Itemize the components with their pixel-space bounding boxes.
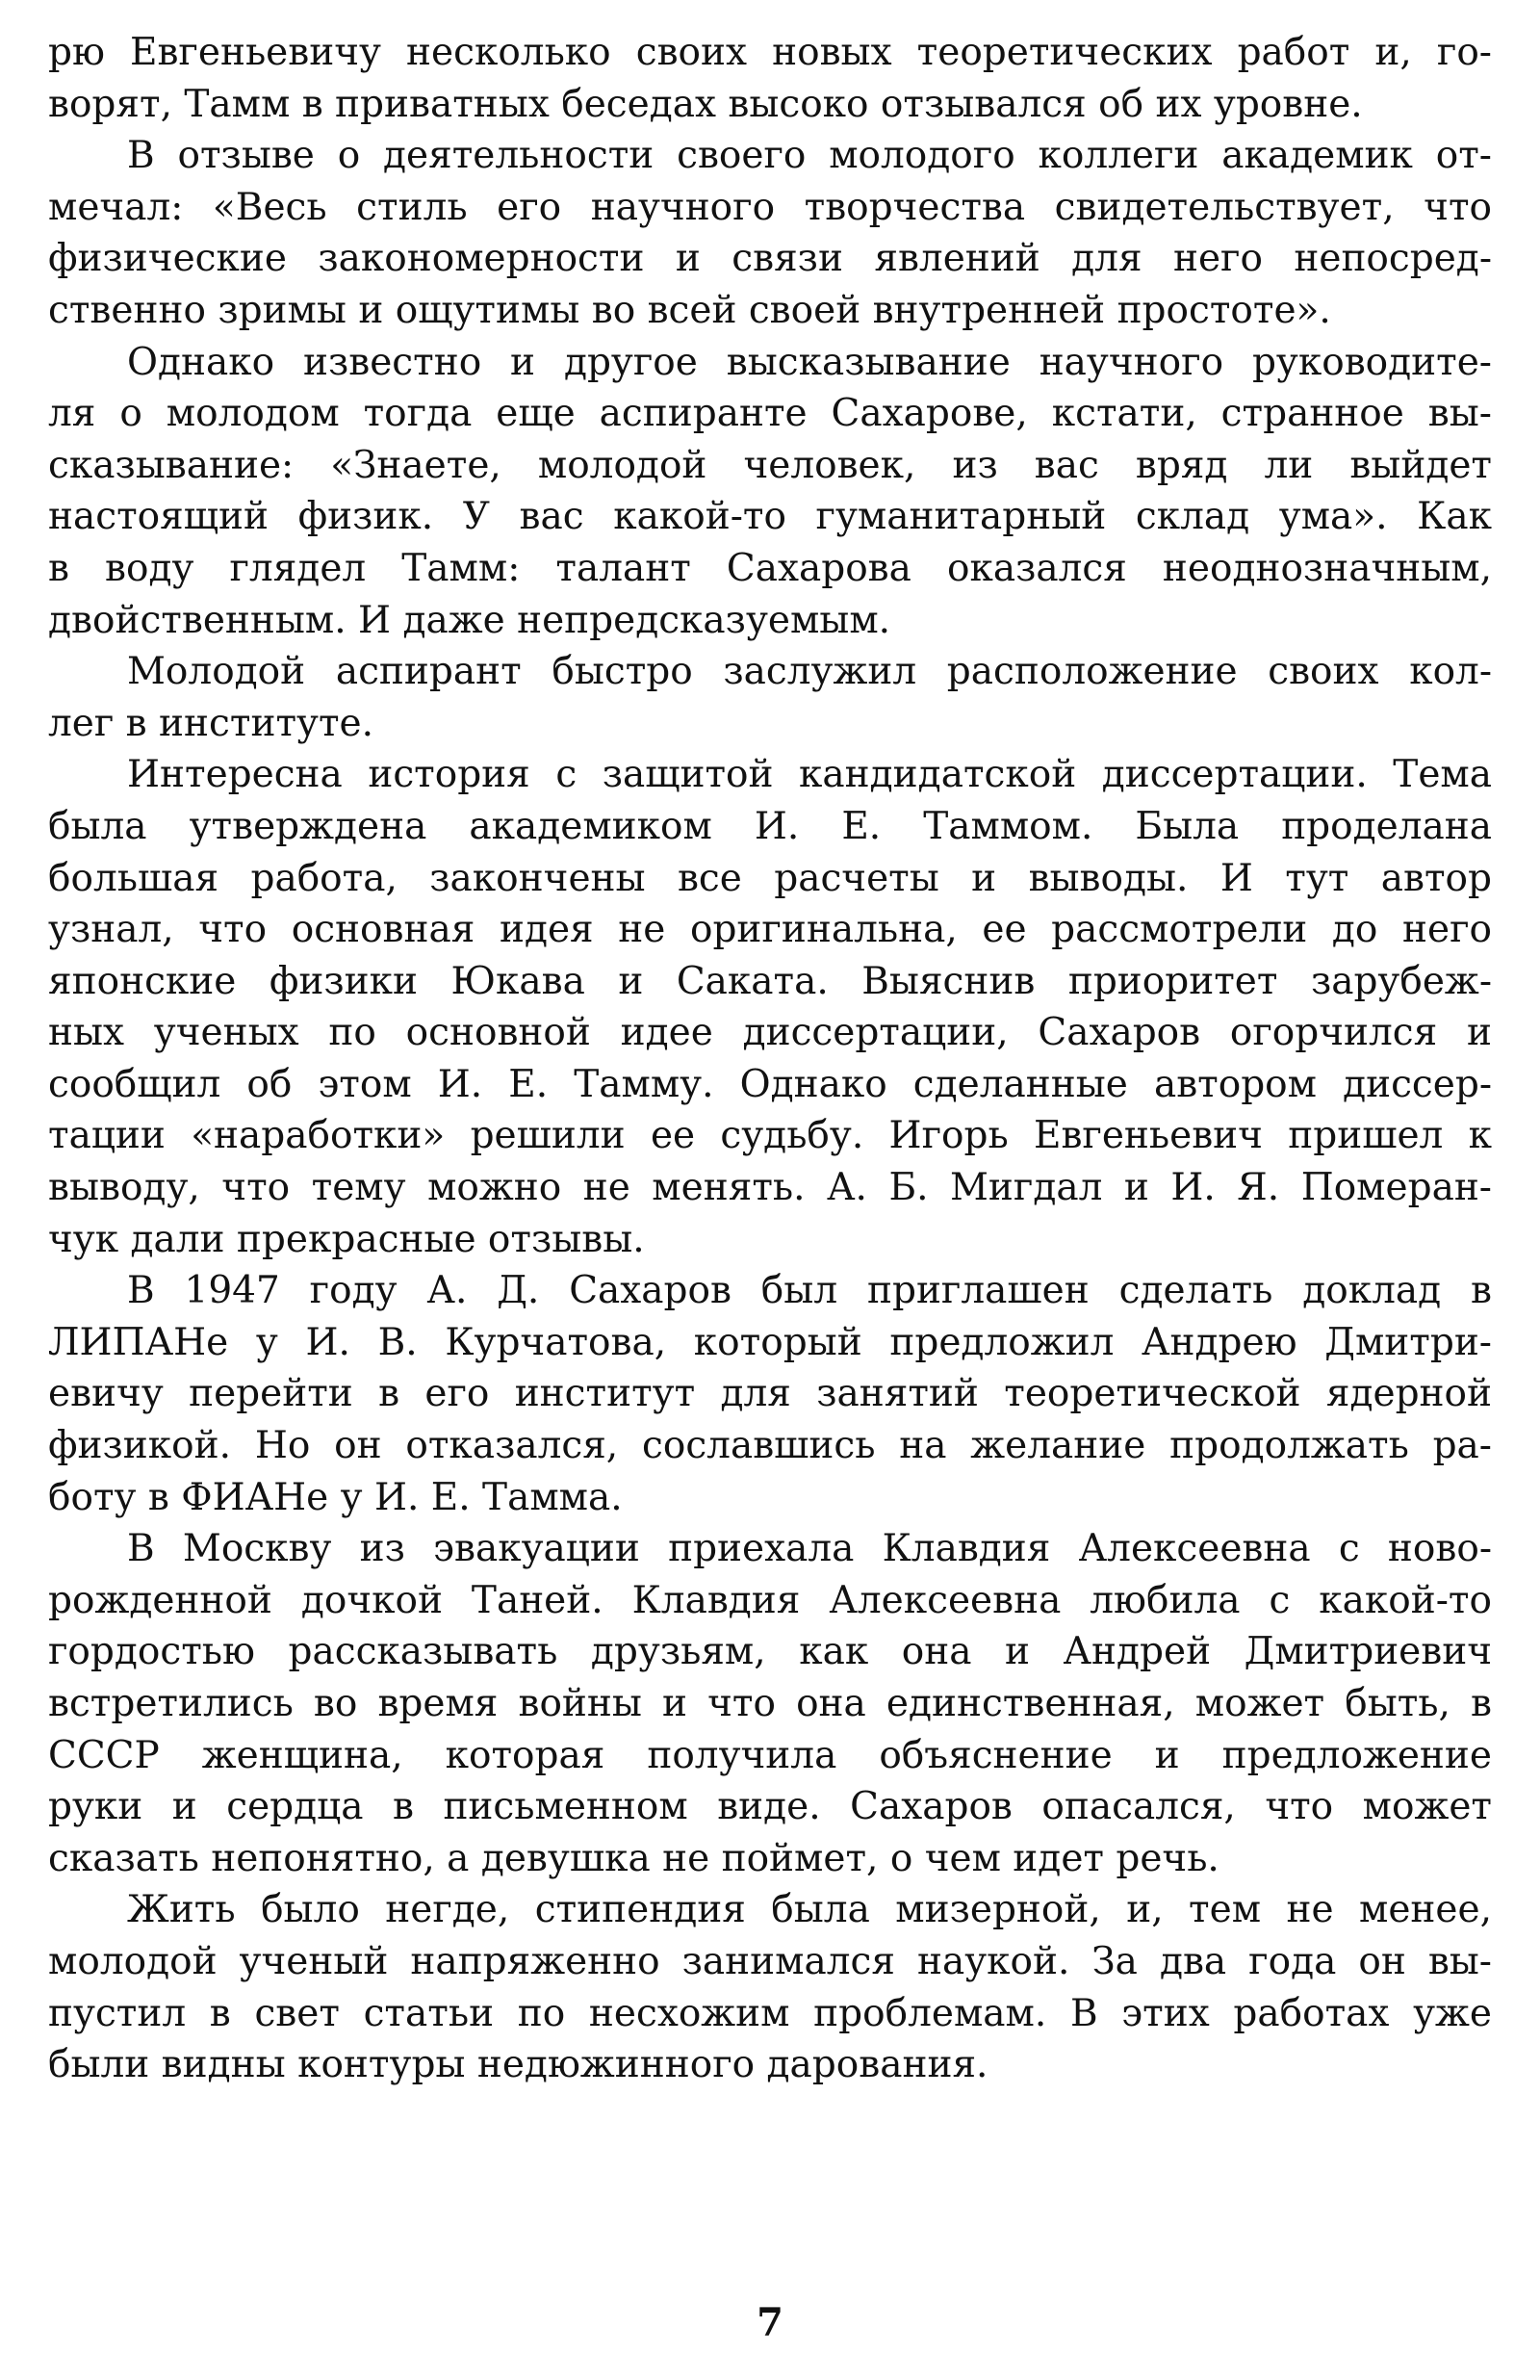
text-line: большая работа, закончены все расчеты и выводы. И тут автор: [48, 856, 1492, 900]
paragraph: [48, 27, 1492, 130]
text-line: В 1947 году А. Д. Сахаров был приглашен сделать доклад в: [127, 1269, 1492, 1313]
text-line: гордостью рассказывать друзьям, как она и Андрей Дмитриевич: [48, 1630, 1492, 1674]
text-line: Молодой аспирант быстро заслужил расположение своих кол-: [127, 650, 1492, 694]
text-line: были видны контуры недюжинного дарования.: [48, 2043, 988, 2087]
text-line: лег в институте.: [48, 701, 374, 745]
paragraph: [48, 1265, 1492, 1523]
text-line: пустил в свет статьи по несхожим проблемам. В этих работах уже: [48, 1991, 1492, 2035]
text-line: чук дали прекрасные отзывы.: [48, 1217, 645, 1261]
text-line: настоящий физик. У вас какой-то гуманитарный склад ума». Как: [48, 495, 1492, 539]
text-line: боту в ФИАНе у И. Е. Тамма.: [48, 1475, 623, 1519]
text-line: ЛИПАНе у И. В. Курчатова, который предложил Андрею Дмитри-: [48, 1320, 1492, 1364]
text-line: в воду глядел Тамм: талант Сахарова оказался неоднозначным,: [48, 546, 1492, 590]
text-line: молодой ученый напряженно занимался наукой. За два года он вы-: [48, 1939, 1492, 1983]
text-line: японские физики Юкава и Саката. Выяснив приоритет зарубеж-: [48, 959, 1492, 1003]
text-line: встретились во время войны и что она единственная, может быть, в: [48, 1682, 1492, 1725]
text-line: тации «наработки» решили ее судьбу. Игорь Евгеньевич пришел к: [48, 1114, 1492, 1158]
paragraph: [48, 646, 1492, 749]
text-line: сказать непонятно, а девушка не поймет, о чем идет речь.: [48, 1836, 1219, 1880]
text-line: ля о молодом тогда еще аспиранте Сахарове, кстати, странное вы-: [48, 392, 1492, 436]
text-line: ственно зримы и ощутимы во всей своей внутренней простоте».: [48, 288, 1331, 332]
text-line: Жить было негде, стипендия была мизерной, и, тем не менее,: [127, 1888, 1492, 1932]
paragraph: [48, 130, 1492, 336]
body-text: [48, 27, 1492, 2091]
text-line: физические закономерности и связи явлений для него непосред-: [48, 237, 1492, 281]
text-line: двойственным. И даже непредсказуемым.: [48, 598, 891, 642]
page-number: 7: [757, 2300, 783, 2345]
text-line: СССР женщина, которая получила объяснение и предложение: [48, 1733, 1492, 1777]
text-line: сказывание: «Знаете, молодой человек, из вас вряд ли выйдет: [48, 443, 1492, 487]
text-line: была утверждена академиком И. Е. Таммом. Была проделана: [48, 804, 1492, 848]
paragraph: [48, 337, 1492, 647]
text-line: узнал, что основная идея не оригинальна, ее рассмотрели до него: [48, 908, 1492, 952]
text-line: евичу перейти в его институт для занятий теоретической ядерной: [48, 1372, 1492, 1416]
text-line: рю Евгеньевичу несколько своих новых теоретических работ и, го-: [48, 31, 1492, 74]
text-line: выводу, что тему можно не менять. А. Б. Мигдал и И. Я. Померан-: [48, 1166, 1492, 1210]
text-line: В Москву из эвакуации приехала Клавдия Алексеевна с ново-: [127, 1527, 1492, 1571]
text-line: рожденной дочкой Таней. Клавдия Алексеевна любила с какой-то: [48, 1578, 1492, 1622]
text-line: В отзыве о деятельности своего молодого коллеги академик от-: [127, 134, 1492, 178]
text-line: Интересна история с защитой кандидатской диссертации. Тема: [127, 753, 1492, 797]
paragraph: [48, 749, 1492, 1265]
text-line: мечал: «Весь стиль его научного творчества свидетельствует, что: [48, 185, 1492, 229]
text-line: Однако известно и другое высказывание научного руководите-: [127, 340, 1492, 384]
text-line: руки и сердца в письменном виде. Сахаров опасался, что может: [48, 1785, 1492, 1829]
paragraph: [48, 1523, 1492, 1884]
text-line: ворят, Тамм в приватных беседах высоко отзывался об их уровне.: [48, 82, 1363, 126]
paragraph: [48, 1884, 1492, 2090]
text-line: физикой. Но он отказался, сославшись на желание продолжать ра-: [48, 1424, 1492, 1468]
text-line: сообщил об этом И. Е. Тамму. Однако сделанные автором диссер-: [48, 1062, 1492, 1106]
text-line: ных ученых по основной идее диссертации, Сахаров огорчился и: [48, 1011, 1492, 1055]
